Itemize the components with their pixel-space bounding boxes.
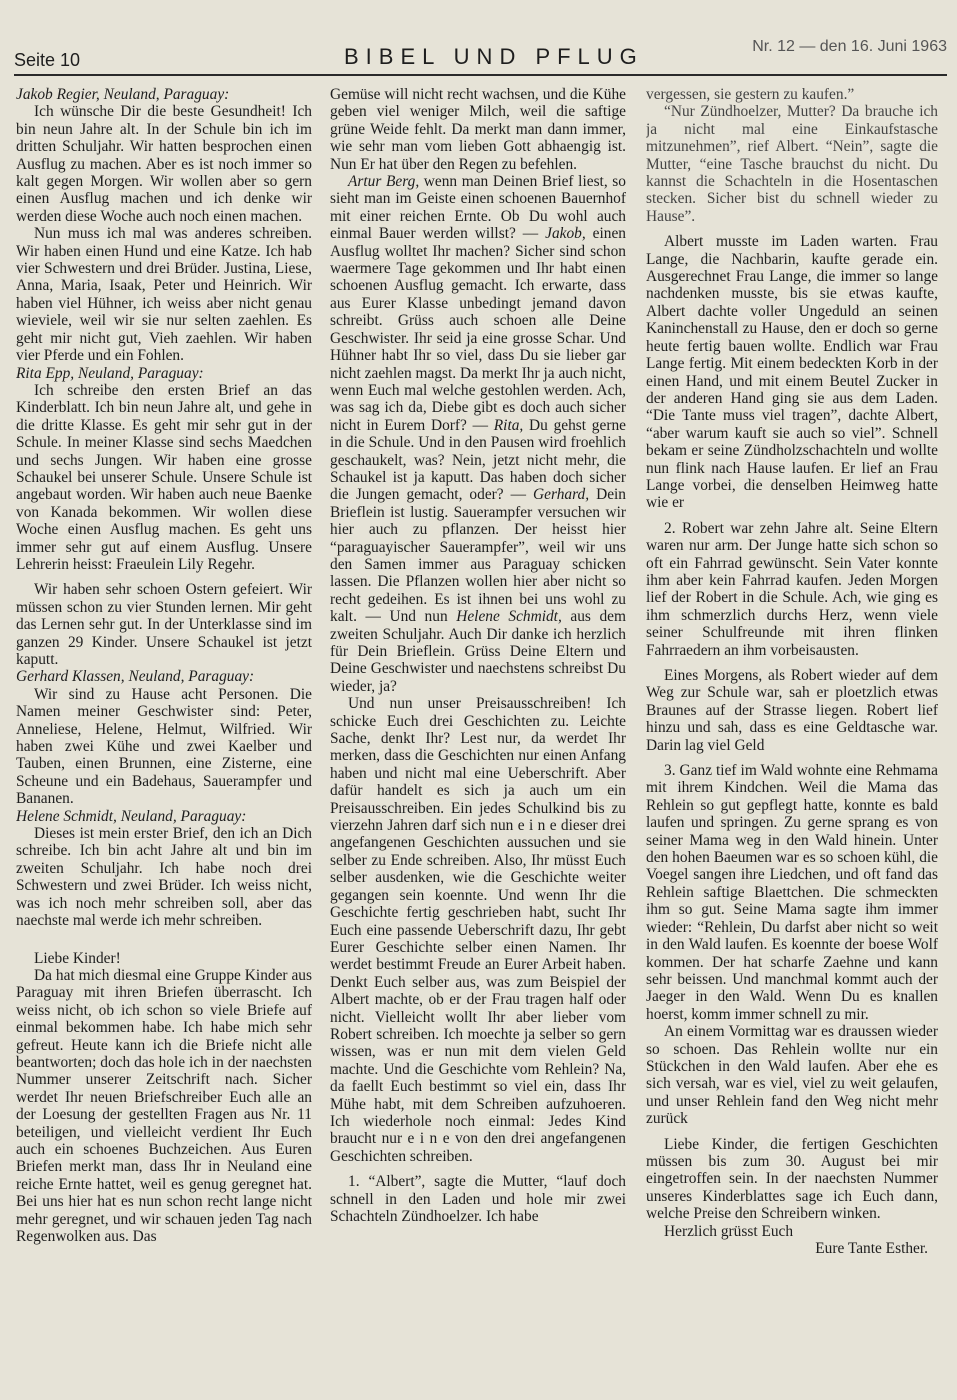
story-1-text: vergessen, sie gestern zu kaufen.”: [646, 86, 855, 103]
closing-text: Liebe Kinder, die fertigen Geschichten müssen bis zum 30. August bei mir eingetroffen sein. In der naechsten Nummer unseres Kinderblattes sage ich Euch dann, welche Preise den Schreibern winken.: [646, 1135, 938, 1223]
column-2: [330, 86, 626, 1382]
publication-title: BIBEL UND PFLUG: [344, 44, 644, 69]
letter-author: Jakob Regier, Neuland, Paraguay:: [16, 86, 230, 103]
story-1-start: 1. “Albert”, sagte die Mutter, “lauf doch schnell in den Laden und hole mir zwei Schachteln Zündhoelzer. Ich habe: [330, 1173, 626, 1225]
addressee-name: Rita,: [493, 416, 524, 434]
reply-text: aus dem zweiten Schuljahr. Auch Dir danke ich herzlich für Dein Brieflein. Grüss Deine Eltern und Deine Geschwister und naechstens schreibst Du wieder, ja?: [330, 608, 626, 695]
closing-regards: Herzlich grüsst Euch: [664, 1222, 794, 1240]
reply-text: Gemüse will nicht recht wachsen, und die Kühe geben viel weniger Milch, weil die saftige grüne Weide fehlt. Da merkt man dann immer, wie sehr man vom lieben Gott abhaengig ist. Nun Er hat über den Regen zu befehlen.: [330, 86, 626, 173]
reply-text: Da hat mich diesmal eine Gruppe Kinder aus Paraguay mit ihren Briefen überrascht. Ich weiss nicht, ob ich schon so viele Briefe auf einmal bekommen habe. Ich habe mich sehr gefreut. Heute kann ich die Briefe nicht alle beantworten; doch das hole ich in der naechsten Nummer unserer Zeitschrift nach. Sicher werdet Ihr neuen Briefschreiber Euch alle an der Loesung der gestellten Fragen aus Nr. 11 beteiligen, und vielleicht verdient Ihr Euch auch ein schoenes Buchzeichen. Aus Euren Briefen merkt man, dass Ihr in Neuland eine reiche Ernte hattet, weil es genug geregnet hat. Bei uns hier hat es nun schon recht lange nicht mehr geregnet, und wir schauen jeden Tag nach Regenwolken aus. Das: [16, 966, 312, 1245]
story-3-text: 3. Ganz tief im Wald wohnte eine Rehmama mit ihrem Kindchen. Weil die Mama das Rehlein so gut gepflegt hatte, konnte es bald laufen und springen. Zu gerne sprang es von seiner Mama weg in den Wald hinein. Unter den hohen Baeumen war es so schoen kühl, die Voegel sangen ihre Liedchen, und oft fand das Rehlein saftige Blaettchen. Die schmeckten ihm so gut. Seine Mama sagte ihm immer wieder: “Rehlein, Du darfst aber nicht so weit in den Wald laufen. Es koennte der boese Wolf kommen. Der hat scharfe Zaehne und kann sehr beissen. Und manchmal kommt auch der Jaeger in den Wald. Wenn Du es knallen hoerst, komm immer schnell zu mir.: [646, 762, 938, 1023]
story-1-text: Albert musste im Laden warten. Frau Lange, die Nachbarin, kaufte gerade ein. Ausgerechnet Frau Lange, die immer so lange nachdenken musste, bis sie etwas kaufte, Albert dachte voller Ungeduld an seinen Kaninchenstall zu Hause, den er doch so gerne heute fertig bauen wollte. Endlich war Frau Lange fertig. Mit einem bedeckten Korb in der einen Hand, und mit einem Beutel Zucker in der anderen Hand ging sie aus dem Laden. “Die Tante muss viel tragen”, dachte Albert, “aber warum kauft sie auch so viel”. Schnell bekam er seine Zündholzschachteln und wollte nun flink nach Hause laufen. Er lief an Frau Lange vorbei, die denselben Heimweg hatte wie er: [646, 233, 938, 512]
letter-author: Gerhard Klassen, Neuland, Paraguay:: [16, 668, 255, 686]
story-2-text: 2. Robert war zehn Jahre alt. Seine Eltern waren nur arm. Der Junge hatte sich schon so oft ein Fahrrad gewünscht. Sein Vater konnte ihm aber kein Fahrrad kaufen. Jeden Morgen lief der Robert in die Schule. Ach, wie ging es ihm schmerzlich durchs Herz, wenn viele seiner Schulfreunde mit ihren flinken Fahrraedern an ihm vorbeisausten.: [646, 519, 938, 659]
letter-author: Rita Epp, Neuland, Paraguay:: [16, 364, 204, 382]
letter-text: Wir haben sehr schoen Ostern gefeiert. Wir müssen schon zu vier Stunden lernen. Mir geht das Lernen sehr gut. In der Unterklasse sind im ganzen 29 Kinder. Unsere Schaukel ist jetzt kaputt.: [16, 581, 312, 668]
column-3: [646, 86, 938, 1382]
signature: Eure Tante Esther.: [815, 1240, 928, 1257]
column-1: [16, 86, 312, 1382]
letter-text: Ich schreibe den ersten Brief an das Kinderblatt. Ich bin neun Jahre alt, und gehe in die dritte Klasse. Es geht mir sehr gut in der Schule. In meiner Klasse sind sechs Maedchen und sechs Jungen. Wir haben eine grosse Schaukel bei unserer Schule. Unsere Schule ist angebaut worden. Wir haben auch neue Baenke von Kanada bekommen. Wir wollen diese Woche einen Ausflug machen. Es geht uns immer sehr gut auf einem Ausflug. Unsere Lehrerin heisst: Fraeulein Lily Regehr.: [16, 381, 312, 573]
contest-announcement: Und nun unser Preisausschreiben! Ich schicke Euch drei Geschichten zu. Leichte Sache, denkt Ihr? Lest nur, da werdet Ihr merken, dass die Geschichten nur einen Anfang haben und nicht mal eine Ueberschrift. Aber dafür handelt es sich ja auch um ein Preisausschreiben. Ein jedes Schulkind bis zu vierzehn Jahren darf sich nun e i n e dieser drei angefangenen Geschichten aussuchen und sie selber zu Ende schreiben. Also, Ihr müsst Euch selber ausdenken, wie die Geschichte weiter gegangen sein koennte. Und wenn Ihr die Geschichte fertig geschrieben habt, sucht Ihr Euch eine passende Ueberschrift dazu, Ihr gebt Eurer Geschichte selber einen Namen. Ihr werdet bestimmt Freude an Eurer Arbeit haben. Denkt Euch selber aus, was zum Beispiel der Albert machte, ob er der Frau tragen half oder nicht. Vielleicht wollt Ihr aber lieber vom Robert schreiben. Ich moechte ja selber so gern wissen, was er nun mit dem vielen Geld machte. Und die Geschichte vom Rehlein? Na, da faellt Euch bestimmt so viel ein, dass Ihr Mühe habt, mit dem Schreiben aufzuhoeren. Ich wiederhole noch einmal: Jedes Kind braucht nur e i n e von den drei angefangenen Geschichten schreiben.: [330, 695, 626, 1165]
letter-text: Nun muss ich mal was anderes schreiben. Wir haben einen Hund und eine Katze. Ich hab vier Schwestern und drei Brüder. Justina, Liese, Anna, Maria, Isaak, Peter und Heinrich. Wir haben viel Hühner, ich weiss aber nicht genau wieviele, weil wir sie nur selten zaehlen. Es geht mir nicht gut, Vieh zaehlen. Wir haben vier Pferde und ein Fohlen.: [16, 225, 312, 365]
page-number: Seite 10: [14, 50, 81, 70]
reply-text: Du gehst gerne in die Schule. Und in den Pausen wird froehlich geschaukelt, was? Nein, jetzt nicht mehr, die Schaukel ist ja kaputt. Das haben doch sicher die Jungen gemacht, oder? —: [330, 416, 626, 504]
reply-paragraph: [330, 173, 626, 695]
reply-text: wenn man Deinen Brief liest, so sieht man im Geiste einen schoenen Bauernhof mit einer reichen Ernte. Ob Du wohl auch einmal Bauer werden willst? —: [330, 173, 626, 243]
issue-date: Nr. 12 — den 16. Juni 1963: [752, 38, 947, 55]
addressee-name: Artur Berg,: [348, 173, 420, 191]
story-1-text: “Nur Zündhoelzer, Mutter? Da brauche ich ja nicht mal eine Einkaufstasche mitzunehmen”, rief Albert. “Nein”, sagte die Mutter, “eine Tasche brauchst du nicht. Du kannst die Schachteln in die Hosentaschen stecken. Sicher bist du schnell wieder zu Hause”.: [646, 103, 938, 225]
story-3-text: An einem Vormittag war es draussen wieder so schoen. Das Rehlein wollte nur ein Stückchen in den Wald laufen. Aber ehe es sich versah, war es viel, viel zu weit gelaufen, und unser Rehlein fand den Weg nicht mehr zurück: [646, 1023, 938, 1128]
letter-text: Wir sind zu Hause acht Personen. Die Namen meiner Geschwister sind: Peter, Anneliese, Helene, Helmut, Wilfried. Wir haben zwei Kühe und zwei Kaelber und Tauben, einen Brunnen, eine Zisterne, eine Scheune und ein Badehaus, Sauerampfer und Bananen.: [16, 685, 312, 808]
addressee-name: Jakob,: [545, 225, 586, 243]
story-2-text: Eines Morgens, als Robert wieder auf dem Weg zur Schule war, sah er ploetzlich etwas Braunes auf der Strasse liegen. Robert lief hinzu und sah, dass es eine Geldtasche war. Darin lag viel Geld: [646, 667, 938, 754]
letter-text: Dieses ist mein erster Brief, den ich an Dich schreibe. Ich bin acht Jahre alt und bin im zweiten Schuljahr. Ich habe noch drei Schwestern und zwei Brüder. Ich weiss nicht, was ich noch mehr schreiben soll, aber das naechste mal werde ich mehr schreiben.: [16, 825, 312, 930]
page-header: [14, 38, 947, 76]
reply-text: Dein Brieflein ist lustig. Sauerampfer versuchen wir hier auch zu pflanzen. Der heisst hier “paraguayischer Sauerampfer”, weil wir uns den Samen immer aus Paraguay schicken lassen. Die Pflanzen wollen hier aber nicht so recht gedeihen. Es ist ihnen bei uns wohl zu kalt. — Und nun: [330, 486, 626, 626]
addressee-name: Gerhard,: [533, 486, 590, 504]
addressee-name: Helene Schmidt,: [456, 608, 562, 626]
reply-greeting: Liebe Kinder!: [34, 949, 121, 967]
letter-text: Ich wünsche Dir die beste Gesundheit! Ich bin neun Jahre alt. In der Schule bin ich im dritten Schuljahr. Wir hatten besprochen einen Ausflug zu machen. Aber es ist noch immer so kalt gegen Morgen. Wir wollen aber so gern einen Ausflug machen und ich denke wir werden diese Woche auch noch einen machen.: [16, 103, 312, 225]
reply-text: einen Ausflug wolltet Ihr machen? Sicher sind schon waermere Tage gekommen und Ihr habt einen schoenen Ausflug gemacht. Ich erwarte, dass aus Eurer Klasse unbedingt jemand davon schreibt. Grüss auch schoen alle Deine Geschwister. Ihr seid ja eine grosse Schar. Und Hühner habt Ihr so viel, dass Du sie lieber gar nicht zaehlen magst. Da merkt Ihr ja auch nicht, wenn Euch mal welche gestohlen werden. Ach, was sag ich da, Diebe gibt es doch auch sicher nicht in Eurem Dorf? —: [330, 225, 626, 434]
letter-author: Helene Schmidt, Neuland, Paraguay:: [16, 807, 247, 825]
